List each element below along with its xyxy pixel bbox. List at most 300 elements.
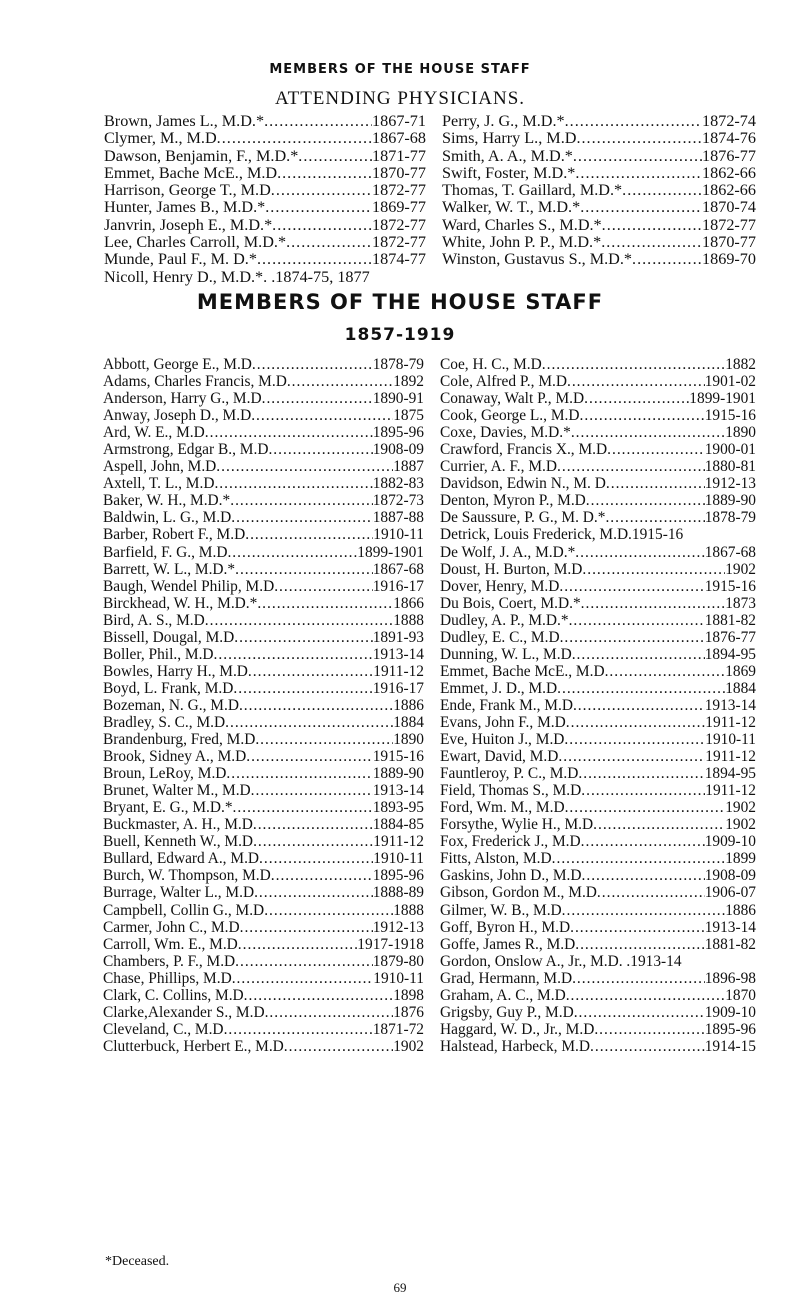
leader-dots: [578, 765, 704, 782]
entry-name: Cole, Alfred P., M.D: [440, 373, 567, 391]
list-item: [103, 663, 424, 680]
list-item: [440, 595, 756, 612]
entry-name: Baker, W. H., M.D.*: [103, 492, 231, 510]
entry-years: 1878-79: [704, 509, 756, 527]
list-item: [103, 1021, 424, 1038]
list-item: [103, 816, 424, 833]
entry-years: 1910-11: [373, 969, 424, 987]
entry-years: 1912-13: [704, 475, 756, 493]
list-item: [103, 970, 424, 987]
entry-years: 1891-93: [372, 628, 424, 646]
entry-years: 1870-74: [702, 198, 756, 217]
entry-name: Buckmaster, A. H., M.D: [103, 816, 253, 834]
entry-name: Smith, A. A., M.D.*: [442, 146, 573, 165]
leader-dots: [605, 663, 726, 680]
entry-name: Chambers, P. F., M.D: [103, 952, 236, 970]
entry-years: 1911-12: [373, 833, 424, 851]
entry-years: 1895-96: [704, 1020, 756, 1038]
leader-dots: [257, 595, 393, 612]
leader-dots: [253, 833, 373, 850]
attending-right-column: [442, 113, 756, 269]
entry-years: 1870: [725, 986, 756, 1004]
list-item: [442, 217, 756, 234]
entry-years: 1870-77: [372, 163, 426, 182]
entry-name: Anway, Joseph D., M.D: [103, 407, 252, 425]
entry-years: 1906-07: [704, 884, 756, 902]
entry-name: Haggard, W. D., Jr., M.D: [440, 1020, 595, 1038]
entry-years: 1876-77: [704, 628, 756, 646]
entry-years: 1910-11: [373, 850, 424, 868]
leader-dots: [214, 646, 373, 663]
entry-years: 1917-1918: [357, 935, 424, 953]
entry-name: Lee, Charles Carroll, M.D.*: [104, 233, 287, 252]
entry-years: 1902: [393, 1037, 424, 1055]
leader-dots: [601, 234, 702, 251]
leader-dots: [557, 680, 725, 697]
list-item: [103, 390, 424, 407]
leader-dots: [244, 987, 394, 1004]
leader-dots: [565, 799, 726, 816]
entry-name: Ende, Frank M., M.D: [440, 696, 573, 714]
entry-years: 1910-11: [705, 731, 756, 749]
entry-years: 1913-14: [704, 918, 756, 936]
leader-dots: [234, 629, 372, 646]
entry-name: Ard, W. E., M.D: [103, 424, 205, 442]
entry-years: 1912-13: [372, 918, 424, 936]
entry-name: Detrick, Louis Frederick, M.D.1915-16: [440, 526, 684, 544]
entry-years: 1881-82: [704, 935, 756, 953]
entry-years: 1908-09: [372, 441, 424, 459]
leader-dots: [205, 424, 373, 441]
leader-dots: [565, 113, 702, 130]
list-item: [442, 251, 756, 268]
list-item: [440, 850, 756, 867]
list-item: [103, 936, 424, 953]
leader-dots: [238, 936, 358, 953]
list-item: [440, 629, 756, 646]
leader-dots: [584, 390, 689, 407]
list-item: [103, 492, 424, 509]
entry-years: 1874-76: [702, 129, 756, 148]
entry-name: Boyd, L. Frank, M.D: [103, 679, 234, 697]
entry-years: 1872-77: [372, 215, 426, 234]
entry-name: Buell, Kenneth W., M.D: [103, 833, 254, 851]
entry-name: Halstead, Harbeck, M.D: [440, 1037, 591, 1055]
entry-years: 1909-10: [704, 833, 756, 851]
leader-dots: [573, 148, 702, 165]
leader-dots: [298, 148, 372, 165]
list-item: [103, 578, 424, 595]
entry-name: Bullard, Edward A., M.D: [103, 850, 260, 868]
entry-name: Gaskins, John D., M.D: [440, 867, 582, 885]
entry-name: Walker, W. T., M.D.*: [442, 198, 581, 217]
entry-name: Doust, H. Burton, M.D: [440, 560, 583, 578]
entry-name: Cook, George L., M.D: [440, 407, 580, 425]
entry-years: 1890: [725, 424, 756, 442]
entry-years: 1867-68: [704, 543, 756, 561]
entry-name: Barber, Robert F., M.D: [103, 526, 246, 544]
leader-dots: [580, 199, 702, 216]
list-item: [440, 646, 756, 663]
list-item: [103, 697, 424, 714]
entry-years: 1886: [393, 696, 424, 714]
entry-name: Gordon, Onslow A., Jr., M.D. .1913-14: [440, 952, 682, 970]
entry-name: Goffe, James R., M.D: [440, 935, 576, 953]
entry-name: Du Bois, Coert, M.D.*: [440, 594, 581, 612]
entry-years: 1910-11: [373, 526, 424, 544]
list-item: [440, 1038, 756, 1055]
entry-years: 1869: [725, 662, 756, 680]
entry-name: Goff, Byron H., M.D: [440, 918, 571, 936]
entry-name: Ewart, David, M.D: [440, 748, 559, 766]
leader-dots: [248, 663, 373, 680]
list-item: [440, 799, 756, 816]
entry-years: 1892: [393, 373, 424, 391]
list-item: [103, 629, 424, 646]
list-item: [103, 612, 424, 629]
leader-dots: [542, 356, 725, 373]
leader-dots: [558, 748, 705, 765]
list-item: [104, 251, 426, 268]
entry-name: Bradley, S. C., M.D: [103, 713, 226, 731]
leader-dots: [571, 424, 725, 441]
entry-years: 1915-16: [704, 577, 756, 595]
entry-years: 1900-01: [704, 441, 756, 459]
entry-years: 1901-02: [704, 373, 756, 391]
list-item: [442, 113, 756, 130]
leader-dots: [262, 390, 373, 407]
list-item: [440, 578, 756, 595]
leader-dots: [570, 919, 705, 936]
entry-name: Clutterbuck, Herbert E., M.D: [103, 1037, 284, 1055]
footnote: *Deceased.: [105, 1254, 170, 1269]
entry-name: Gilmer, W. B., M.D: [440, 901, 562, 919]
entry-name: Brown, James L., M.D.*: [104, 112, 265, 130]
entry-name: Emmet, Bache McE., M.D: [440, 662, 605, 680]
leader-dots: [607, 441, 705, 458]
entry-name: Dunning, W. L., M.D: [440, 645, 572, 663]
leader-dots: [582, 867, 705, 884]
entry-name: Baldwin, L. G., M.D: [103, 509, 232, 527]
entry-name: Thomas, T. Gaillard, M.D.*: [442, 181, 623, 200]
leader-dots: [564, 731, 705, 748]
list-item: [440, 816, 756, 833]
running-header: MEMBERS OF THE HOUSE STAFF: [269, 62, 531, 77]
entry-years: 1899-1901: [689, 390, 756, 408]
leader-dots: [581, 782, 705, 799]
list-item: [440, 748, 756, 765]
leader-dots: [574, 1004, 705, 1021]
leader-dots: [277, 165, 372, 182]
entry-years: 1889-90: [704, 492, 756, 510]
leader-dots: [214, 475, 372, 492]
list-item: [440, 867, 756, 884]
entry-name: Crawford, Francis X., M.D: [440, 441, 608, 459]
list-item: [103, 509, 424, 526]
entry-years: 1867-68: [372, 129, 426, 148]
page-number: 69: [393, 1280, 407, 1295]
entry-years: 1875: [393, 407, 424, 425]
entry-years: 1894-95: [704, 645, 756, 663]
entry-years: 1872-77: [372, 233, 426, 252]
members-period: 1857-1919: [344, 325, 456, 345]
leader-dots: [274, 578, 372, 595]
entry-years: 1887-88: [372, 509, 424, 527]
entry-years: 1888: [393, 901, 424, 919]
leader-dots: [572, 970, 705, 987]
entry-name: White, John P. P., M.D.*: [442, 233, 602, 252]
entry-years: 1862-66: [702, 181, 756, 200]
leader-dots: [569, 612, 705, 629]
list-item: [103, 373, 424, 390]
entry-name: Ford, Wm. M., M.D: [440, 799, 565, 817]
list-item: [103, 782, 424, 799]
leader-dots: [251, 782, 373, 799]
entry-years: 1896-98: [704, 969, 756, 987]
leader-dots: [230, 492, 372, 509]
entry-name: Cleveland, C., M.D: [103, 1020, 224, 1038]
leader-dots: [235, 953, 373, 970]
entry-name: Dover, Henry, M.D: [440, 577, 560, 595]
leader-dots: [251, 407, 393, 424]
entry-name: Sims, Harry L., M.D: [442, 129, 577, 148]
list-item: [442, 148, 756, 165]
entry-name: Gibson, Gordon M., M.D: [440, 884, 597, 902]
list-item: [104, 130, 426, 147]
entry-years: 1909-10: [704, 1003, 756, 1021]
entry-name: Grad, Hermann, M.D: [440, 969, 573, 987]
leader-dots: [233, 680, 372, 697]
entry-years: 1916-17: [372, 679, 424, 697]
list-item: [442, 182, 756, 199]
entry-years: 1880-81: [704, 458, 756, 476]
leader-dots: [205, 612, 393, 629]
list-item: [103, 902, 424, 919]
leader-dots: [562, 902, 726, 919]
entry-years: 1908-09: [704, 867, 756, 885]
entry-name: Clark, C. Collins, M.D: [103, 986, 244, 1004]
entry-name: Bowles, Harry H., M.D: [103, 662, 248, 680]
entry-years: 1871-72: [372, 1020, 424, 1038]
list-item: [103, 953, 424, 970]
leader-dots: [557, 458, 705, 475]
list-item: [103, 919, 424, 936]
leader-dots: [566, 987, 726, 1004]
list-item: [103, 441, 424, 458]
entry-years: 1899-1901: [357, 543, 424, 561]
entry-years: 1890-91: [372, 390, 424, 408]
list-item: [103, 424, 424, 441]
entry-name: Harrison, George T., M.D: [104, 181, 271, 200]
entry-name: Chase, Phillips, M.D: [103, 969, 232, 987]
entry-years: 1890: [393, 731, 424, 749]
leader-dots: [271, 867, 373, 884]
entry-years: 1913-14: [372, 645, 424, 663]
entry-name: Dawson, Benjamin, F., M.D.*: [104, 146, 299, 165]
leader-dots: [559, 578, 704, 595]
entry-name: Axtell, T. L., M.D: [103, 475, 215, 493]
entry-name: Perry, J. G., M.D.*: [442, 112, 565, 130]
leader-dots: [287, 373, 393, 390]
entry-years: 1867-71: [372, 112, 426, 130]
entry-years: 1872-73: [372, 492, 424, 510]
entry-years: 1876: [393, 1003, 424, 1021]
entry-years: 1902: [725, 560, 756, 578]
entry-years: 1884: [725, 679, 756, 697]
list-item: [442, 130, 756, 147]
list-item: [103, 561, 424, 578]
leader-dots: [286, 234, 372, 251]
leader-dots: [265, 199, 372, 216]
entry-name: Barrett, W. L., M.D.*: [103, 560, 236, 578]
leader-dots: [235, 561, 373, 578]
list-item: [440, 407, 756, 424]
entry-years: 1888-89: [372, 884, 424, 902]
leader-dots: [581, 833, 705, 850]
leader-dots: [264, 113, 372, 130]
list-item: [440, 919, 756, 936]
entry-name: Bozeman, N. G., M.D: [103, 696, 239, 714]
list-item: [440, 1021, 756, 1038]
entry-years: 1911-12: [373, 662, 424, 680]
list-item: [103, 475, 424, 492]
leader-dots: [264, 902, 393, 919]
list-item: [440, 424, 756, 441]
entry-name: Armstrong, Edgar B., M.D: [103, 441, 269, 459]
entry-years: 1899: [725, 850, 756, 868]
list-item: [442, 199, 756, 216]
list-item: [104, 113, 426, 130]
list-item: [440, 612, 756, 629]
list-item: [103, 1038, 424, 1055]
list-item: [442, 165, 756, 182]
entry-name: Ward, Charles S., M.D.*: [442, 215, 602, 234]
entry-years: 1889-90: [372, 765, 424, 783]
entry-name: Swift, Foster, M.D.*: [442, 163, 576, 182]
leader-dots: [227, 544, 357, 561]
list-item: [440, 356, 756, 373]
leader-dots: [272, 217, 372, 234]
leader-dots: [575, 936, 704, 953]
leader-dots: [217, 130, 372, 147]
attending-left-column: [104, 113, 426, 286]
leader-dots: [602, 217, 702, 234]
leader-dots: [580, 407, 705, 424]
entry-years: 1872-77: [372, 181, 426, 200]
entry-years: 1878-79: [372, 356, 424, 373]
entry-years: 1895-96: [372, 867, 424, 885]
leader-dots: [257, 251, 372, 268]
entry-years: 1884-85: [372, 816, 424, 834]
entry-name: Hunter, James B., M.D.*: [104, 198, 266, 217]
entry-name: Adams, Charles Francis, M.D: [103, 373, 287, 391]
list-item: [104, 165, 426, 182]
list-item: [103, 680, 424, 697]
list-item: [103, 765, 424, 782]
list-item: [103, 1004, 424, 1021]
list-item: [103, 884, 424, 901]
list-item: [104, 269, 426, 286]
entry-name: Bryant, E. G., M.D.*: [103, 799, 233, 817]
entry-name: Field, Thomas S., M.D: [440, 782, 582, 800]
list-item: [440, 731, 756, 748]
leader-dots: [233, 799, 373, 816]
entry-name: Carroll, Wm. E., M.D: [103, 935, 238, 953]
entry-name: De Saussure, P. G., M. D.*: [440, 509, 606, 527]
entry-name: Eve, Huiton J., M.D: [440, 731, 565, 749]
list-item: [440, 475, 756, 492]
entry-years: 1902: [725, 799, 756, 817]
leader-dots: [224, 1021, 373, 1038]
list-item: [104, 148, 426, 165]
entry-years: 1879-80: [372, 952, 424, 970]
entry-name: Conaway, Walt P., M.D: [440, 390, 585, 408]
entry-years: 1884: [393, 713, 424, 731]
entry-name: Birckhead, W. H., M.D.*: [103, 594, 258, 612]
leader-dots: [567, 373, 705, 390]
entry-name: Campbell, Collin G., M.D: [103, 901, 265, 919]
entry-name: Barfield, F. G., M.D: [103, 543, 228, 561]
entry-years: 1882-83: [372, 475, 424, 493]
entry-name: Carmer, John C., M.D: [103, 918, 240, 936]
entry-years: 1869-70: [702, 250, 756, 269]
list-item: [440, 663, 756, 680]
entry-name: Forsythe, Wylie H., M.D: [440, 816, 594, 834]
list-item: [440, 1004, 756, 1021]
list-item: [440, 765, 756, 782]
list-item: [103, 544, 424, 561]
leader-dots: [632, 251, 702, 268]
entry-name: Dudley, E. C., M.D: [440, 628, 560, 646]
entry-years: 1873: [725, 594, 756, 612]
leader-dots: [606, 475, 705, 492]
entry-years: 1913-14: [372, 782, 424, 800]
leader-dots: [581, 595, 726, 612]
entry-name: Nicoll, Henry D., M.D.*. .1874-75, 1877: [104, 267, 370, 286]
leader-dots: [552, 850, 726, 867]
leader-dots: [622, 182, 702, 199]
entry-years: 1911-12: [705, 782, 756, 800]
list-item: [440, 782, 756, 799]
list-item: [103, 646, 424, 663]
entry-name: Clymer, M., M.D: [104, 129, 217, 148]
entry-name: Evans, John F., M.D: [440, 713, 566, 731]
leader-dots: [253, 816, 373, 833]
list-item: [103, 595, 424, 612]
leader-dots: [597, 884, 705, 901]
leader-dots: [582, 561, 725, 578]
leader-dots: [268, 441, 372, 458]
entry-years: 1876-77: [702, 146, 756, 165]
entry-years: 1870-77: [702, 233, 756, 252]
leader-dots: [252, 356, 373, 373]
list-item: [440, 561, 756, 578]
leader-dots: [576, 130, 702, 147]
entry-name: Bird, A. S., M.D: [103, 611, 205, 629]
list-item: [440, 953, 756, 970]
entry-name: Burrage, Walter L., M.D: [103, 884, 255, 902]
entry-years: 1871-77: [372, 146, 426, 165]
list-item: [440, 970, 756, 987]
members-title: MEMBERS OF THE HOUSE STAFF: [196, 290, 604, 314]
entry-name: Graham, A. C., M.D: [440, 986, 566, 1004]
list-item: [440, 680, 756, 697]
entry-name: Broun, LeRoy, M.D: [103, 765, 227, 783]
entry-years: 1881-82: [704, 611, 756, 629]
list-item: [440, 987, 756, 1004]
list-item: [103, 407, 424, 424]
leader-dots: [560, 629, 705, 646]
